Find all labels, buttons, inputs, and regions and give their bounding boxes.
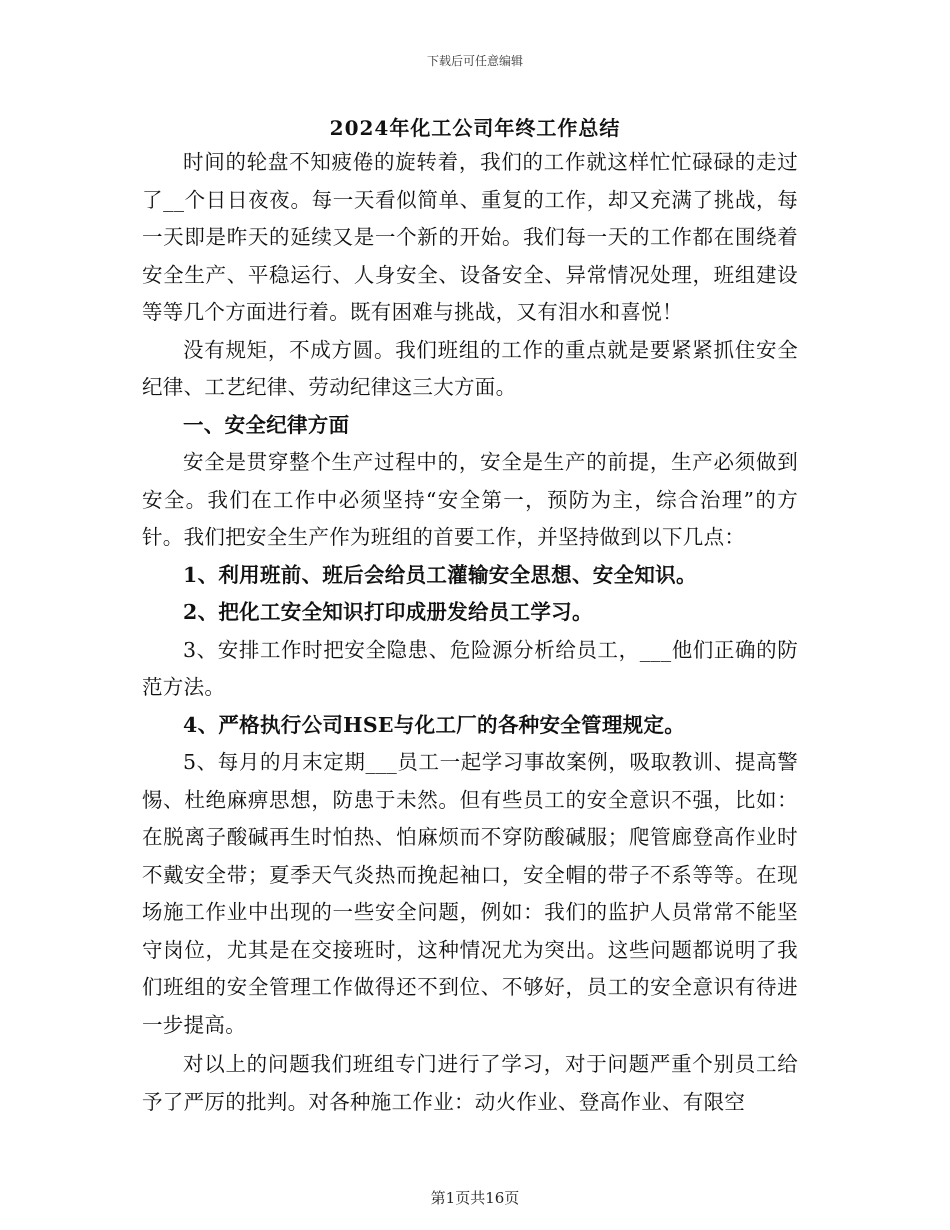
section-heading-safety: 一、安全纪律方面: [183, 412, 350, 437]
paragraph-intro: 时间的轮盘不知疲倦的旋转着，我们的工作就这样忙忙碌碌的走过了__个日日夜夜。每一天看似简单、重复的工作，却又充满了挑战，每一天即是昨天的延续又是一个新的开始。我们每一天的工作都在围绕着安全生产、平稳运行、人身安全、设备安全、异常情况处理，班组建设等等几个方面进行着。既有困难与挑战，又有泪水和喜悦！: [142, 150, 798, 324]
header-note: 下载后可任意编辑: [426, 54, 523, 68]
document-body: [142, 144, 798, 1121]
list-item-3: 3、安排工作时把安全隐患、危险源分析给员工，___他们正确的防范方法。: [142, 637, 798, 699]
list-item-2: 2、把化工安全知识打印成册发给员工学习。: [183, 600, 593, 624]
list-item-1: 1、利用班前、班后会给员工灌输安全思想、安全知识。: [183, 562, 697, 587]
list-item-5: 5、每月的月末定期___员工一起学习事故案例，吸取教训、提高警惕、杜绝麻痹思想，防患于未然。但有些员工的安全意识不强，比如：在脱离子酸碱再生时怕热、怕麻烦而不穿防酸碱服；爬管廊登高作业时不戴安全带；夏季天气炎热而挽起袖口，安全帽的带子不系等等。在现场施工作业中出现的一些安全问题，例如：我们的监护人员常常不能坚守岗位，尤其是在交接班时，这种情况尤为突出。这些问题都说明了我们班组的安全管理工作做得还不到位、不够好，员工的安全意识有待进一步提高。: [142, 750, 798, 1037]
page-number: 第1页共16页: [430, 1189, 520, 1207]
list-item-4: 4、严格执行公司HSE与化工厂的各种安全管理规定。: [183, 712, 686, 737]
paragraph-followup: 对以上的问题我们班组专门进行了学习，对于问题严重个别员工给予了严厉的批判。对各种施工作业：动火作业、登高作业、有限空: [142, 1052, 798, 1114]
paragraph-safety: 安全是贯穿整个生产过程中的，安全是生产的前提，生产必须做到安全。我们在工作中必须坚持“安全第一，预防为主，综合治理”的方针。我们把安全生产作为班组的首要工作，并坚持做到以下几点：: [142, 450, 798, 549]
document-title: 2024年化工公司年终工作总结: [329, 116, 621, 140]
paragraph-rules: 没有规矩，不成方圆。我们班组的工作的重点就是要紧紧抓住安全纪律、工艺纪律、劳动纪律这三大方面。: [142, 337, 798, 399]
